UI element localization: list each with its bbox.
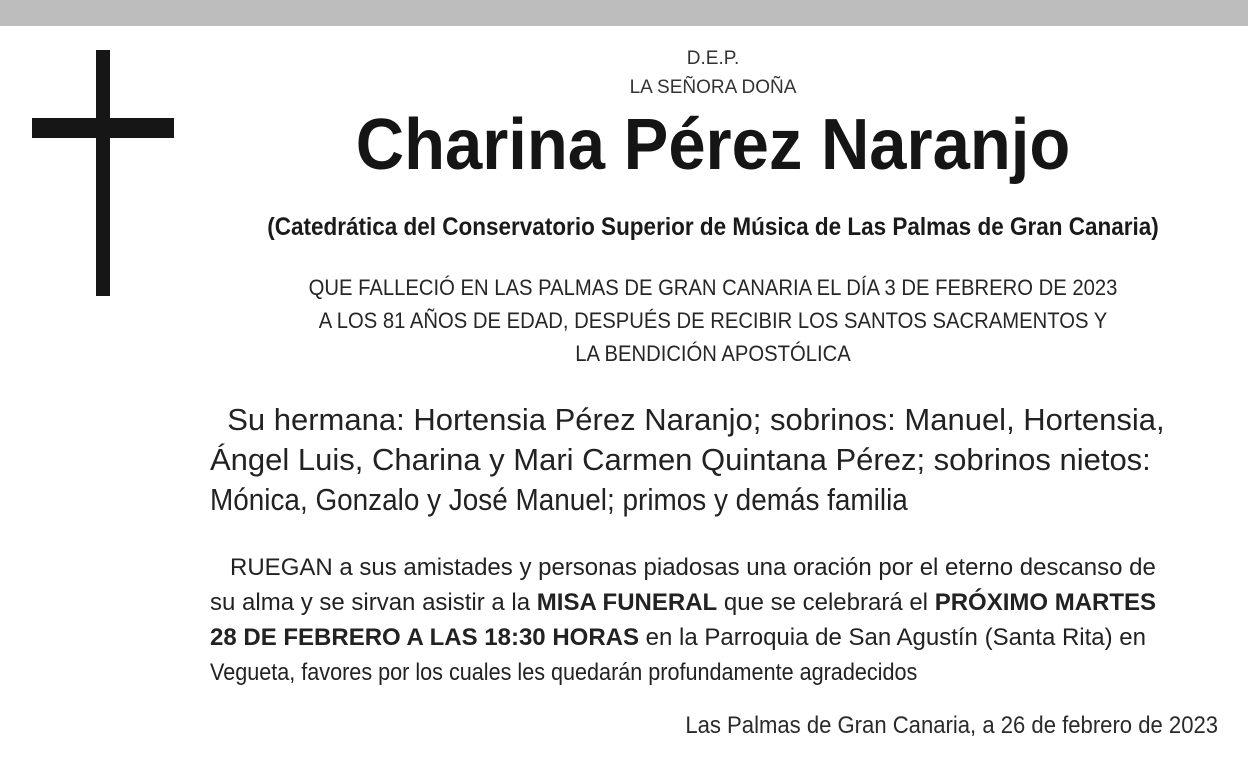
cross-horizontal-bar bbox=[32, 118, 174, 138]
top-border-bar bbox=[0, 0, 1248, 26]
request-line bbox=[210, 655, 1119, 690]
request-text: su alma y se sirvan asistir a la bbox=[210, 589, 537, 616]
death-announcement bbox=[206, 271, 1220, 370]
request-text: que se celebrará el bbox=[717, 589, 935, 616]
request-paragraph bbox=[210, 550, 1220, 690]
mass-day: PRÓXIMO MARTES bbox=[934, 589, 1157, 616]
deceased-name: Charina Pérez Naranjo bbox=[355, 105, 1071, 185]
request-line bbox=[210, 585, 1220, 620]
request-text: RUEGAN a sus amistades y personas piadosas una oración por el eterno descanso de bbox=[230, 554, 1156, 581]
dateline: Las Palmas de Gran Canaria, a 26 de febrero de 2023 bbox=[685, 712, 1218, 739]
request-text: en la Parroquia de San Agustín (Santa Rita) en bbox=[639, 624, 1146, 651]
request-text: Vegueta, favores por los cuales les quedarán profundamente agradecidos bbox=[210, 659, 918, 686]
mass-label: MISA FUNERAL bbox=[536, 589, 718, 616]
death-line: A LOS 81 AÑOS DE EDAD, DESPUÉS DE RECIBIR LOS SANTOS SACRAMENTOS Y bbox=[318, 308, 1108, 333]
cross-vertical-bar bbox=[96, 50, 110, 296]
request-line bbox=[210, 550, 1220, 585]
family-line: Mónica, Gonzalo y José Manuel; primos y demás familia bbox=[210, 482, 908, 517]
deceased-position: (Catedrática del Conservatorio Superior de Música de Las Palmas de Gran Canaria) bbox=[267, 213, 1159, 241]
family-line: Su hermana: Hortensia Pérez Naranjo; sobrinos: Manuel, Hortensia, bbox=[210, 402, 1165, 437]
mass-date-time: 28 DE FEBRERO A LAS 18:30 HORAS bbox=[210, 624, 639, 651]
dep-heading: D.E.P. bbox=[686, 48, 740, 69]
family-line: Ángel Luis, Charina y Mari Carmen Quintana Pérez; sobrinos nietos: bbox=[210, 442, 1151, 477]
request-line bbox=[210, 620, 1220, 655]
honorific-heading: LA SEÑORA DOÑA bbox=[629, 77, 797, 98]
death-line: QUE FALLECIÓ EN LAS PALMAS DE GRAN CANARIA EL DÍA 3 DE FEBRERO DE 2023 bbox=[308, 275, 1118, 300]
family-paragraph bbox=[210, 400, 1220, 520]
death-line: LA BENDICIÓN APOSTÓLICA bbox=[575, 341, 851, 366]
